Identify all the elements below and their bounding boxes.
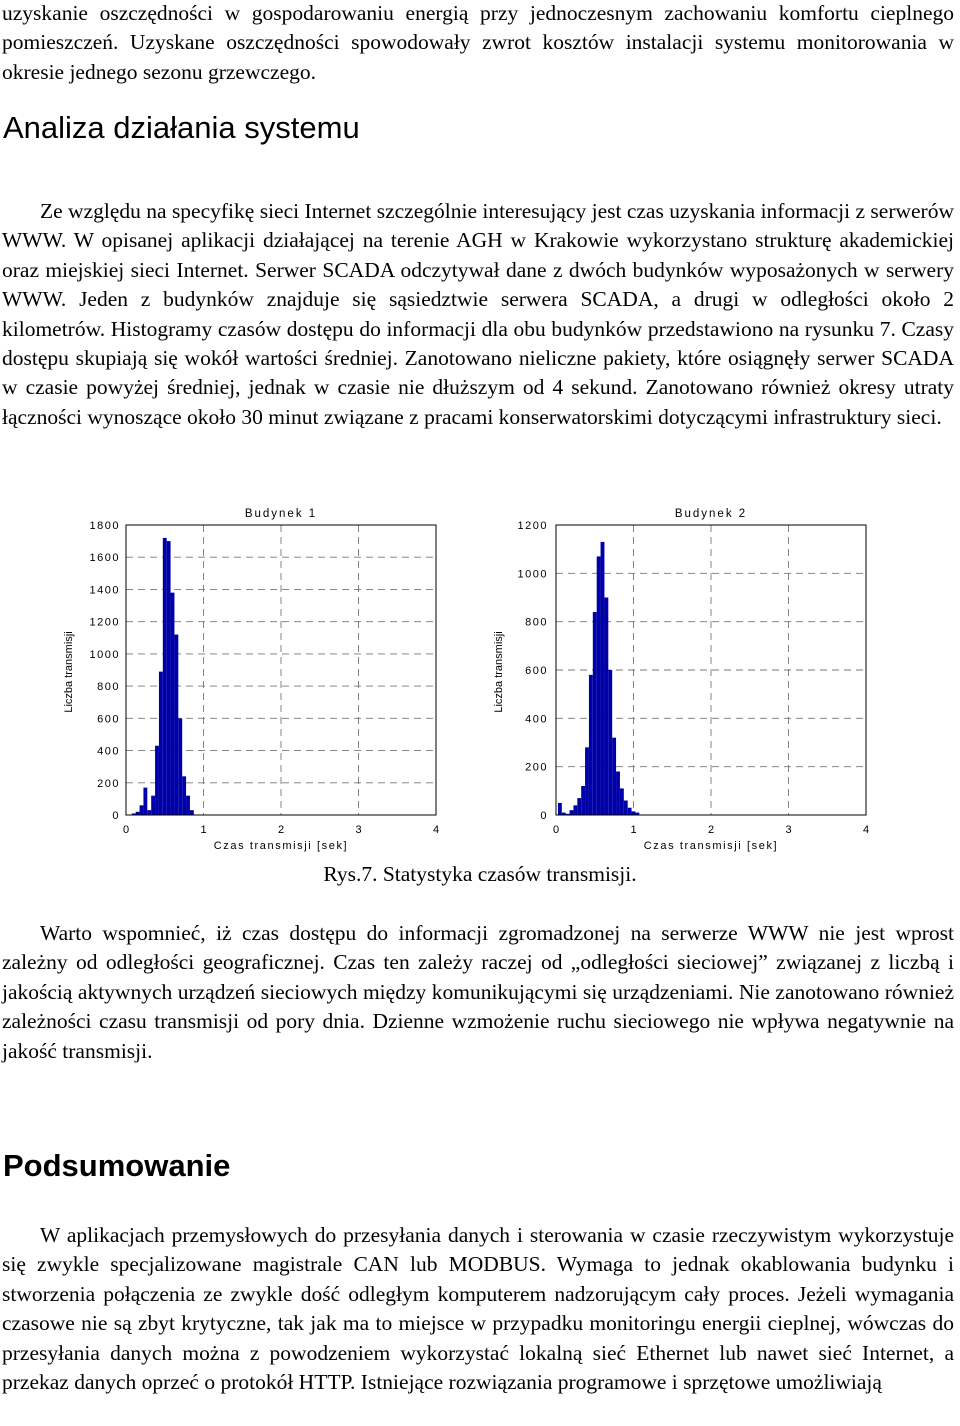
histogram-bar [155, 746, 159, 815]
y-tick-label: 1000 [517, 568, 548, 581]
histogram-bar [171, 593, 175, 815]
histogram-bar [573, 805, 577, 815]
histogram-bar [143, 788, 147, 815]
y-tick-label: 1600 [89, 552, 120, 565]
histogram-bar [186, 796, 190, 815]
chart-title: Budynek 1 [244, 508, 318, 520]
histogram-budynek-1 [63, 508, 439, 852]
histogram-bar [190, 810, 194, 815]
x-axis-label: Czas transmisji [sek] [213, 840, 349, 852]
paragraph-after-figure: Warto wspomnieć, iż czas dostępu do informacji zgromadzonej na serwerze WWW nie jest wprost zależny od odległości geograficznej. Czas ten zależy raczej od „odległości sieciowej” związanej z liczbą i jakością aktywnych urządzeń sieciowych między komunikującymi się urządzeniami. Nie zanotowano również zależności czasu transmisji od pory dnia. Dzienne wzmożenie ruchu sieciowego nie wpływa negatywnie na jakość transmisji. [2, 921, 954, 1063]
histogram-bar [608, 670, 612, 815]
histogram-bar [163, 538, 167, 815]
y-tick-label: 400 [525, 713, 548, 726]
x-tick-label: 3 [785, 824, 792, 836]
y-tick-label: 1200 [517, 520, 548, 532]
histogram-bar [593, 612, 597, 815]
y-tick-label: 1200 [89, 616, 120, 629]
x-tick-label: 3 [355, 824, 362, 836]
y-tick-label: 600 [525, 665, 548, 677]
paragraph-analysis: Ze względu na specyfikę sieci Internet szczególnie interesujący jest czas uzyskania informacji z serwerów WWW. W opisanej aplikacji działającej na terenie AGH w Krakowie wykorzystano strukturę akademickiej oraz miejskiej sieci Internet. Serwer SCADA odczytywał dane z dwóch budynków wyposażonych w serwery WWW. Jeden z budynków znajduje się sąsiedztwie serwera SCADA, a drugi w odległości około 2 kilometrów. Histogramy czasów dostępu do informacji dla obu budynków przedstawiono na rysunku 7. Czasy dostępu skupiają się wokół wartości średniej. Zanotowano nieliczne pakiety, które osiągnęły serwer SCADA w czasie powyżej średniej, jednak w czasie nie dłuższym od 4 sekund. Zanotowano również okresy utraty łączności wynoszące około 30 minut związane z pracami konserwatorskimi dotyczącymi infrastruktury sieci. [2, 199, 954, 429]
x-tick-label: 1 [630, 824, 637, 836]
y-tick-label: 0 [112, 810, 120, 822]
y-tick-label: 200 [525, 761, 548, 774]
histogram-bar [178, 718, 182, 815]
histogram-bar [182, 776, 186, 815]
y-tick-label: 1400 [89, 584, 120, 597]
histogram-bar [632, 811, 636, 815]
y-axis-label: Liczba transmisji [63, 631, 75, 713]
histogram-bar [577, 798, 581, 815]
histogram-bar [174, 635, 178, 815]
y-tick-label: 0 [540, 810, 548, 822]
histogram-bar [628, 808, 632, 815]
x-axis-label: Czas transmisji [sek] [643, 840, 779, 852]
x-tick-label: 4 [862, 824, 870, 836]
histogram-bar [151, 796, 155, 815]
y-axis-label: Liczba transmisji [493, 631, 505, 713]
heading-analysis: Analiza działania systemu [3, 110, 360, 145]
histogram-bar [167, 541, 171, 815]
paragraph-summary: W aplikacjach przemysłowych do przesyłania danych i sterowania w czasie rzeczywistym wykorzystuje się zwykle specjalizowane magistrale CAN lub MODBUS. Wymaga to jednak okablowania budynku i stworzenia połączenia ze zwykle dość odległym komputerem nadzorującym cały proces. Jeżeli wymagania czasowe nie są zbyt krytyczne, tak jak ma to miejsce w przypadku monitoringu energii cieplnej, wówczas do przesyłania danych można z powodzeniem wykorzystać lokalną sieć Ethernet lub nawet sieć Internet, a przekaz danych oprzeć o protokół HTTP. Istniejące rozwiązania programowe i sprzętowe umożliwiają [2, 1223, 954, 1395]
histogram-bar [558, 803, 562, 815]
histogram-bar [604, 598, 608, 816]
x-tick-label: 2 [707, 824, 715, 836]
x-tick-label: 1 [200, 824, 207, 836]
histogram-bar [597, 556, 601, 815]
histogram-bar [616, 772, 620, 816]
y-tick-label: 800 [525, 616, 548, 629]
heading-summary: Podsumowanie [3, 1148, 231, 1183]
x-tick-label: 0 [552, 824, 560, 836]
x-tick-label: 0 [122, 824, 130, 836]
y-tick-label: 800 [97, 681, 120, 694]
histogram-budynek-2 [493, 508, 869, 852]
histogram-bar [570, 810, 574, 815]
histogram-bar [585, 747, 589, 815]
histogram-bar [620, 788, 624, 815]
histogram-bar [624, 801, 628, 816]
histogram-bar [589, 675, 593, 815]
y-tick-label: 200 [97, 777, 120, 790]
paragraph-intro: uzyskanie oszczędności w gospodarowaniu energią przy jednoczesnym zachowaniu komfortu cieplnego pomieszczeń. Uzyskane oszczędności spowodowały zwrot kosztów instalacji systemu monitorowania w okresie jednego sezonu grzewczego. [2, 1, 954, 84]
x-tick-label: 2 [277, 824, 285, 836]
y-tick-label: 400 [97, 745, 120, 758]
histogram-bar [581, 786, 585, 815]
histogram-bar [140, 805, 144, 815]
histogram-bar [601, 542, 605, 815]
x-tick-label: 4 [432, 824, 440, 836]
histogram-bar [159, 672, 163, 815]
figure-caption: Rys.7. Statystyka czasów transmisji. [323, 862, 637, 886]
histogram-bar [612, 738, 616, 815]
y-tick-label: 1000 [89, 648, 120, 661]
y-tick-label: 1800 [89, 520, 120, 532]
chart-title: Budynek 2 [674, 508, 748, 520]
y-tick-label: 600 [97, 713, 120, 726]
histogram-bar [147, 810, 151, 815]
